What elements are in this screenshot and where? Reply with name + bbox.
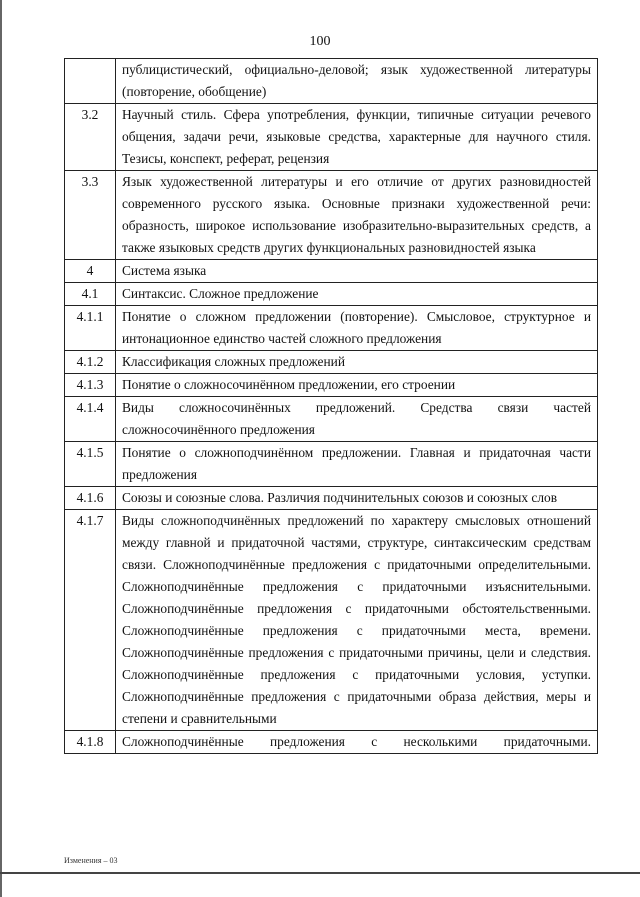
table-row — [65, 374, 598, 397]
section-text: Система языка — [116, 260, 598, 283]
section-text: Сложноподчинённые предложения с несколькими придаточными. — [116, 731, 598, 754]
section-number: 4 — [65, 260, 116, 283]
scan-bottom-edge — [0, 872, 640, 874]
section-text: Понятие о сложноподчинённом предложении. Главная и придаточная части предложения — [116, 442, 598, 487]
scan-edge-line — [0, 0, 2, 897]
section-text: Союзы и союзные слова. Различия подчинительных союзов и союзных слов — [116, 487, 598, 510]
section-text: Синтаксис. Сложное предложение — [116, 283, 598, 306]
section-text: Научный стиль. Сфера употребления, функции, типичные ситуации речевого общения, задачи речи, языковые средства, характерные для научного стиля. Тезисы, конспект, реферат, рецензия — [116, 104, 598, 171]
table-row — [65, 283, 598, 306]
section-text: Понятие о сложном предложении (повторение). Смысловое, структурное и интонационное единство частей сложного предложения — [116, 306, 598, 351]
section-number — [65, 59, 116, 104]
table-row — [65, 104, 598, 171]
table-row — [65, 442, 598, 487]
section-number: 4.1.7 — [65, 510, 116, 731]
section-number: 4.1.4 — [65, 397, 116, 442]
section-number: 4.1.2 — [65, 351, 116, 374]
section-number: 4.1 — [65, 283, 116, 306]
table-row — [65, 397, 598, 442]
table-row — [65, 306, 598, 351]
section-number: 4.1.1 — [65, 306, 116, 351]
section-number: 3.2 — [65, 104, 116, 171]
table-row — [65, 59, 598, 104]
table-row — [65, 260, 598, 283]
section-text: Виды сложноподчинённых предложений по характеру смысловых отношений между главной и придаточной частями, структуре, синтаксическим средствам связи. Сложноподчинённые предложения с придаточными определительными. Сложноподчинённые предложения с придаточными изъяснительными. Сложноподчинённые предложения с придаточными обстоятельственными. Сложноподчинённые предложения с придаточными места, времени. Сложноподчинённые предложения с придаточными причины, цели и следствия. Сложноподчинённые предложения с придаточными условия, уступки. Сложноподчинённые предложения с придаточными образа действия, меры и степени и сравнительными — [116, 510, 598, 731]
curriculum-table — [64, 58, 598, 754]
section-text: Язык художественной литературы и его отличие от других разновидностей современного русского языка. Основные признаки художественной речи: образность, широкое использование изобразительно-выразительных средств, а также языковых средств других функциональных разновидностей языка — [116, 171, 598, 260]
section-text: Понятие о сложносочинённом предложении, его строении — [116, 374, 598, 397]
table-row — [65, 510, 598, 731]
section-number: 4.1.3 — [65, 374, 116, 397]
table-row — [65, 171, 598, 260]
footer-revision-note: Изменения – 03 — [64, 856, 118, 865]
table-row — [65, 731, 598, 754]
section-number: 4.1.6 — [65, 487, 116, 510]
table-row — [65, 351, 598, 374]
section-text: Классификация сложных предложений — [116, 351, 598, 374]
section-number: 4.1.5 — [65, 442, 116, 487]
section-text: публицистический, официально-деловой; язык художественной литературы (повторение, обобщение) — [116, 59, 598, 104]
table-row — [65, 487, 598, 510]
section-number: 4.1.8 — [65, 731, 116, 754]
page-number: 100 — [309, 34, 331, 49]
section-text: Виды сложносочинённых предложений. Средства связи частей сложносочинённого предложения — [116, 397, 598, 442]
section-number: 3.3 — [65, 171, 116, 260]
